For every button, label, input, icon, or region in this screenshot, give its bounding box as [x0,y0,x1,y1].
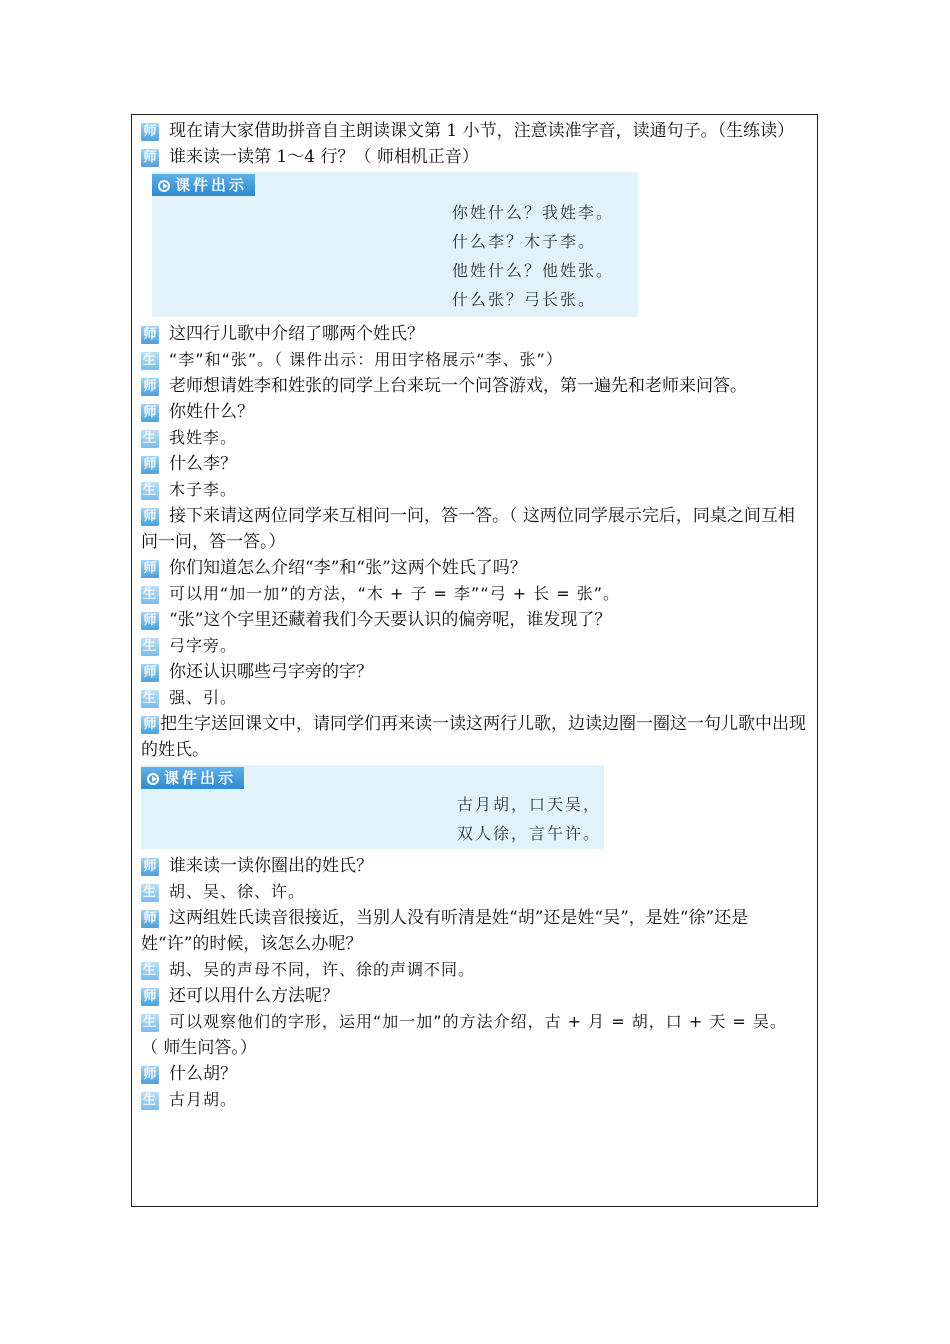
teacher-tag: 师 [141,456,159,474]
dialogue-line: 师 你们知道怎么介绍“李”和“张”这两个姓氏了吗？ [141,555,811,581]
teacher-tag: 师 [141,123,159,141]
dialogue-line: 师 这四行儿歌中介绍了哪两个姓氏？ [141,321,811,347]
dialogue-line: 师 谁来读一读第 1～4 行？（ 师相机正音） [141,144,811,170]
play-icon [147,773,159,785]
teacher-tag: 师 [141,560,159,578]
student-tag: 生 [142,483,157,498]
student-tag: 生 [142,639,157,654]
dialogue-line: 生 可以观察他们的字形，运用“加一加”的方法介绍，古 + 月 = 胡，口 + 天 = 吴。 [142,1012,787,1031]
teacher-tag: 师 [141,858,159,876]
dialogue-line: 生 我姓李。 [142,428,238,447]
dialogue-line: 生 强、引。 [142,688,238,707]
dialogue-line: 师 你还认识哪些弓字旁的字？ [141,659,811,685]
student-tag: 生 [142,691,157,706]
dialogue-line: 师 接下来请这两位同学来互相问一问，答一答。（ 这两位同学展示完后，同桌之间互相问一问，答一答。） [141,506,795,552]
dialogue-line: 师 还可以用什么方法呢？ [141,983,811,1009]
teacher-tag: 师 [141,910,159,928]
dialogue-line: 师 谁来读一读你圈出的姓氏？ [141,853,811,879]
dialogue-line: 师 老师想请姓李和姓张的同学上台来玩一个问答游戏，第一遍先和老师来问答。 [141,373,811,399]
courseware-badge: 课件出示 [141,767,244,789]
poem-text: 古月胡，口天吴， 双人徐，言午许。 [457,795,602,843]
dialogue-line: （ 师生问答。） [141,1038,257,1058]
lesson-frame [131,114,818,1207]
teacher-tag: 师 [141,612,159,630]
dialogue-line: 师 什么李？ [141,451,811,477]
dialogue-line: 生 木子李。 [142,480,238,499]
dialogue-line: 师 这两组姓氏读音很接近，当别人没有听清是姓“胡”还是姓“吴”，是姓“徐”还是姓“许”的时候，该怎么办呢？ [141,908,749,954]
teacher-tag: 师 [141,378,159,396]
student-tag: 生 [142,885,157,900]
student-tag: 生 [142,353,157,368]
dialogue-line: 生 古月胡。 [142,1090,238,1109]
teacher-tag: 师 [141,1066,159,1084]
dialogue-line: 师 “张”这个字里还藏着我们今天要认识的偏旁呢，谁发现了？ [141,607,811,633]
play-icon [158,180,170,192]
teacher-tag: 师 [141,988,159,1006]
student-tag: 生 [142,1093,157,1108]
student-tag: 生 [142,963,157,978]
teacher-tag: 师 [141,716,159,734]
dialogue-line: 生 弓字旁。 [142,636,238,655]
dialogue-line: 师 现在请大家借助拼音自主朗读课文第 1 小节，注意读准字音，读通句子。（生练读） [141,118,811,144]
dialogue-line: 生 “李”和“张”。（ 课件出示：用田字格展示“李、张”） [142,350,563,369]
dialogue-line: 生 胡、吴的声母不同，许、徐的声调不同。 [142,960,476,979]
student-tag: 生 [142,587,157,602]
dialogue-line: 生 胡、吴、徐、许。 [142,882,306,901]
teacher-tag: 师 [141,508,159,526]
poem-text: 你姓什么？我姓李。 什么李？木子李。 他姓什么？他姓张。 什么张？弓长张。 [452,203,615,309]
teacher-tag: 师 [141,664,159,682]
student-tag: 生 [142,431,157,446]
dialogue-line: 师 什么胡？ [141,1061,811,1087]
courseware-panel [141,765,604,849]
dialogue-line: 师 你姓什么？ [141,399,811,425]
student-tag: 生 [142,1015,157,1030]
courseware-panel [152,172,638,317]
teacher-tag: 师 [141,149,159,167]
dialogue-line: 生 可以用“加一加”的方法，“木 + 子 = 李”“弓 + 长 = 张”。 [142,584,621,603]
dialogue-line: 师 把生字送回课文中，请同学们再来读一读这两行儿歌，边读边圈一圈这一句儿歌中出现的姓氏。 [141,714,806,760]
teacher-tag: 师 [141,404,159,422]
courseware-badge: 课件出示 [152,174,255,196]
teacher-tag: 师 [141,326,159,344]
lesson-content [141,118,811,1113]
